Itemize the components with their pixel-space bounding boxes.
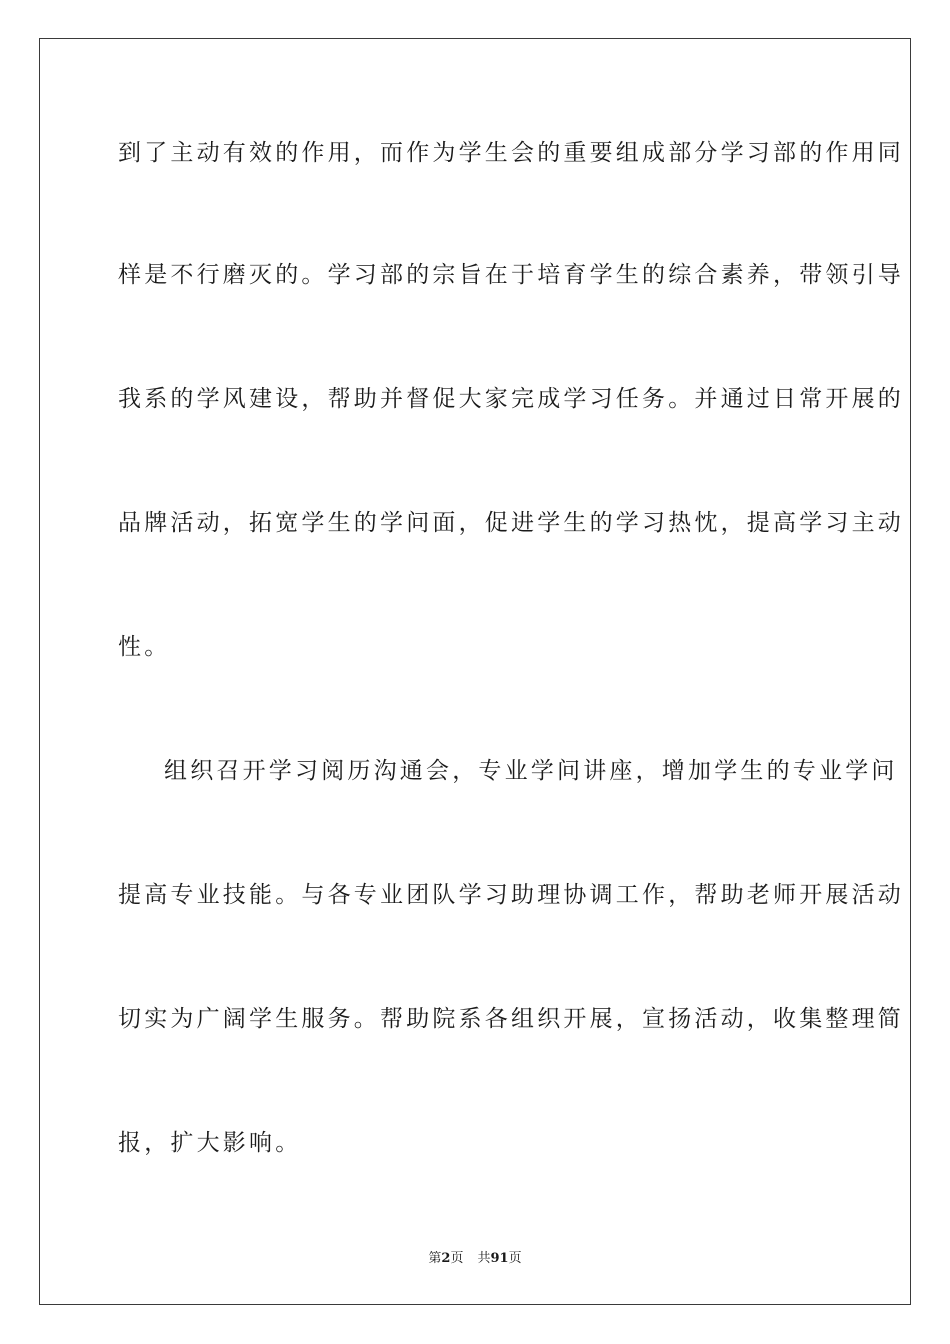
total-pages: 91 [490, 1251, 509, 1266]
total-suffix: 页 [508, 1251, 522, 1266]
paragraph-line: 切实为广阔学生服务。帮助院系各组织开展，宣扬活动，收集整理简 [118, 1006, 904, 1032]
paragraph-line: 样是不行磨灭的。学习部的宗旨在于培育学生的综合素养，带领引导 [118, 262, 904, 288]
page-suffix: 页 [450, 1251, 464, 1266]
paragraph-line: 组织召开学习阅历沟通会，专业学问讲座，增加学生的专业学问 [164, 758, 898, 784]
page-prefix: 第 [428, 1251, 442, 1266]
paragraph-line: 报，扩大影响。 [118, 1130, 302, 1156]
paragraph-line: 性。 [118, 634, 171, 660]
paragraph-line: 我系的学风建设，帮助并督促大家完成学习任务。并通过日常开展的 [118, 386, 904, 412]
paragraph-line: 到了主动有效的作用，而作为学生会的重要组成部分学习部的作用同 [118, 140, 904, 166]
page-footer [0, 1247, 950, 1266]
total-prefix: 共 [477, 1251, 491, 1266]
page-number: 2 [441, 1251, 451, 1266]
paragraph-line: 提高专业技能。与各专业团队学习助理协调工作，帮助老师开展活动 [118, 882, 904, 908]
paragraph-line: 品牌活动，拓宽学生的学问面，促进学生的学习热忱，提高学习主动 [118, 510, 904, 536]
page-border [39, 38, 911, 1305]
